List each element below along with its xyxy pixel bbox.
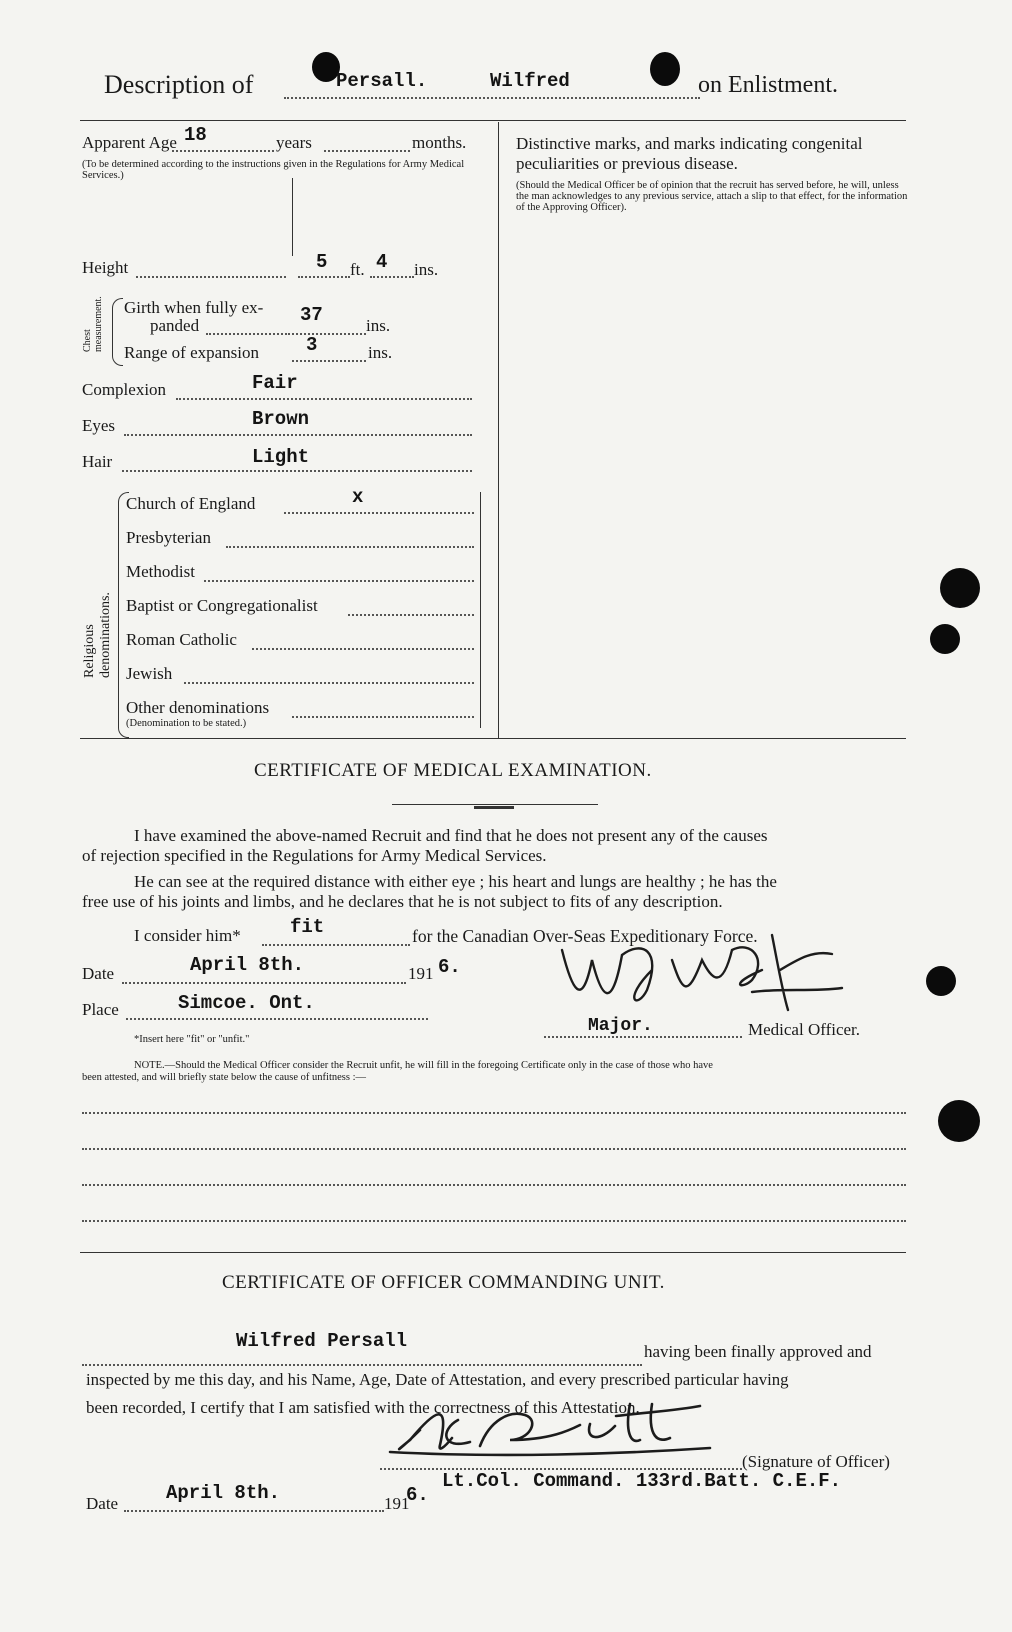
range-ins-label: ins. xyxy=(368,343,393,362)
medical-title: CERTIFICATE OF MEDICAL EXAMINATION. xyxy=(254,760,652,781)
hair-value: Light xyxy=(252,446,310,468)
chest-side-label: Chest measurement. xyxy=(82,296,104,352)
lower-rule xyxy=(80,738,906,739)
medical-year-suffix: 6. xyxy=(438,956,461,978)
place-value: Simcoe. Ont. xyxy=(178,992,315,1014)
for-force-label: for the Canadian Over-Seas Expeditionary Force. xyxy=(412,926,758,946)
signature-of-officer-label: (Signature of Officer) xyxy=(742,1452,890,1471)
unfitness-line-3 xyxy=(82,1184,906,1186)
column-divider xyxy=(498,122,499,738)
religion-methodist: Methodist xyxy=(126,562,195,581)
height-label: Height xyxy=(82,258,129,277)
header-given-name: Wilfred xyxy=(490,70,570,92)
religion-mark: x xyxy=(352,486,364,508)
religion-baptist: Baptist or Congregationalist xyxy=(126,596,318,615)
months-label: months. xyxy=(412,133,467,152)
height-ins-label: ins. xyxy=(414,260,439,279)
religion-roman-catholic: Roman Catholic xyxy=(126,630,237,649)
place-label: Place xyxy=(82,1000,119,1019)
medical-officer-label: Medical Officer. xyxy=(748,1020,861,1039)
note-line1: NOTE.—Should the Medical Officer consider the Recruit unfit, he will fill in the foregoing Certificate only in the case of those who have xyxy=(134,1060,713,1071)
height-ft-value: 5 xyxy=(316,251,328,273)
medical-para2-line1: He can see at the required distance with either eye ; his heart and lungs are healthy ; he has the xyxy=(134,872,777,891)
medical-para1-line2: of rejection specified in the Regulations for Army Medical Services. xyxy=(82,846,547,865)
age-value: 18 xyxy=(184,124,207,146)
girth-value: 37 xyxy=(300,304,323,326)
commanding-title: CERTIFICATE OF OFFICER COMMANDING UNIT. xyxy=(222,1272,665,1293)
distinctive-marks-label: Distinctive marks, and marks indicating congenital peculiarities or previous disease. xyxy=(516,134,863,173)
religion-side-label: Religious denominations. xyxy=(82,592,113,678)
height-in-value: 4 xyxy=(376,251,388,273)
ft-label: ft. xyxy=(350,260,365,279)
complexion-label: Complexion xyxy=(82,380,167,399)
eyes-label: Eyes xyxy=(82,416,116,435)
commanding-line3: been recorded, I certify that I am satisfied with the correctness of this Attestation. xyxy=(86,1398,640,1417)
apparent-age-label: Apparent Age xyxy=(82,133,177,152)
age-divider xyxy=(292,178,293,256)
header-surname: Persall. xyxy=(336,70,428,92)
years-label: years xyxy=(276,133,312,152)
other-denomination-note: (Denomination to be stated.) xyxy=(126,718,247,729)
punch-hole-2 xyxy=(930,624,960,654)
medical-rank-value: Major. xyxy=(588,1016,653,1036)
distinctive-marks-note: (Should the Medical Officer be of opinion that the recruit has served before, he will, unless the man acknowledges to any previous service, attach a slip to that effect, for the information of the Approving Officer). xyxy=(516,180,908,213)
girth-ins-label: ins. xyxy=(366,316,391,335)
punch-hole-3 xyxy=(926,966,956,996)
religion-presbyterian: Presbyterian xyxy=(126,528,211,547)
unfitness-line-2 xyxy=(82,1148,906,1150)
range-value: 3 xyxy=(306,334,318,356)
medical-officer-signature xyxy=(552,930,852,1020)
girth-label-2: panded xyxy=(150,316,200,335)
commanding-officer-signature xyxy=(380,1390,720,1460)
top-rule xyxy=(80,120,906,121)
age-note: (To be determined according to the instructions given in the Regulations for Army Medical Services.) xyxy=(82,159,465,181)
medical-date-value: April 8th. xyxy=(190,954,305,976)
commanding-date-value: April 8th. xyxy=(166,1482,281,1504)
commanding-year-prefix: 191 xyxy=(384,1494,410,1513)
complexion-value: Fair xyxy=(252,372,298,394)
punch-hole-4 xyxy=(938,1100,980,1142)
religion-other: Other denominations xyxy=(126,698,270,717)
medical-year-prefix: 191 xyxy=(408,964,434,983)
header-prefix: Description of xyxy=(104,70,254,99)
medical-para2-line2: free use of his joints and limbs, and he declares that he is not subject to fits of any description. xyxy=(82,892,723,911)
punch-hole-1 xyxy=(940,568,980,608)
girth-label-1: Girth when fully ex- xyxy=(124,298,264,317)
unfitness-line-4 xyxy=(82,1220,906,1222)
medical-date-label: Date xyxy=(82,964,115,983)
commanding-year-suffix: 6. xyxy=(406,1484,429,1506)
consider-label: I consider him* xyxy=(134,926,241,945)
commanding-line2: inspected by me this day, and his Name, Age, Date of Attestation, and every prescribed particular having xyxy=(86,1370,789,1389)
note-line2: been attested, and will briefly state below the cause of unfitness :— xyxy=(82,1072,366,1083)
commanding-line1-tail: having been finally approved and xyxy=(644,1342,872,1361)
header-suffix: on Enlistment. xyxy=(698,72,838,98)
commanding-date-label: Date xyxy=(86,1494,119,1513)
eyes-value: Brown xyxy=(252,408,310,430)
medical-para1-line1: I have examined the above-named Recruit and find that he does not present any of the causes xyxy=(134,826,768,845)
header-name-line xyxy=(284,97,700,99)
religion-church-of-england: Church of England xyxy=(126,494,256,513)
insert-note: *Insert here "fit" or "unfit." xyxy=(134,1034,250,1045)
consider-value: fit xyxy=(290,916,325,938)
commanding-officer-value: Lt.Col. Command. 133rd.Batt. C.E.F. xyxy=(442,1470,842,1492)
range-label: Range of expansion xyxy=(124,343,260,362)
top-right-blot xyxy=(650,52,680,86)
hair-label: Hair xyxy=(82,452,113,471)
commanding-name-value: Wilfred Persall xyxy=(236,1330,408,1352)
religion-jewish: Jewish xyxy=(126,664,173,683)
unfitness-line-1 xyxy=(82,1112,906,1114)
